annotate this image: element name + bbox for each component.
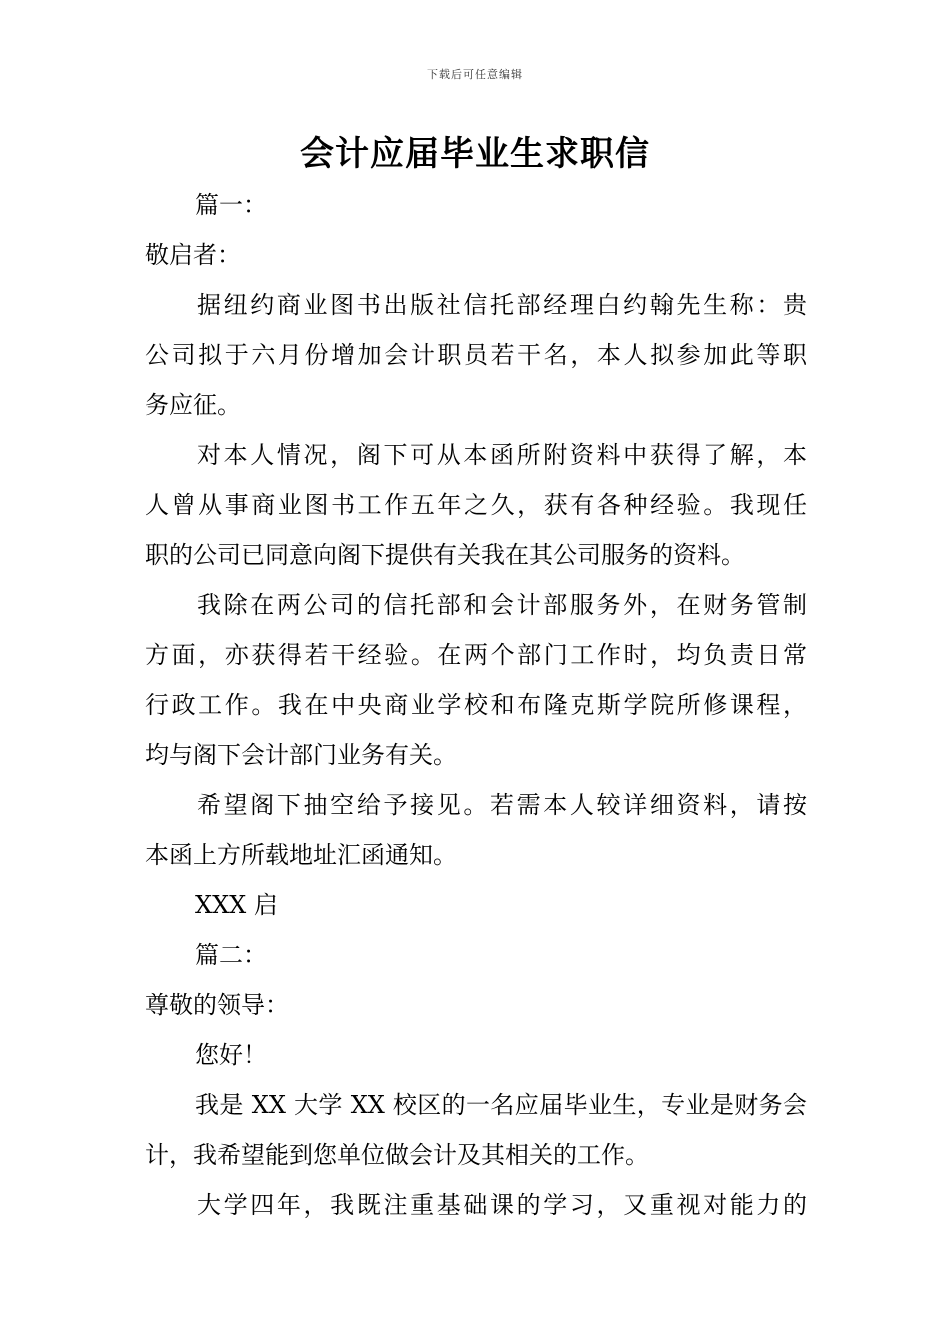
paragraph-line: 务应征。 <box>145 391 241 419</box>
letter-body <box>145 180 807 1230</box>
paragraph-line: 方面，亦获得若干经验。在两个部门工作时，均负责日常 <box>145 641 807 669</box>
signature: XXX 启 <box>195 891 278 919</box>
section-heading-1: 篇一： <box>195 191 267 219</box>
paragraph-line: 本函上方所载地址汇函通知。 <box>145 841 457 869</box>
paragraph-line: 大学四年，我既注重基础课的学习，又重视对能力的 <box>197 1191 807 1219</box>
paragraph-line: 人曾从事商业图书工作五年之久，获有各种经验。我现任 <box>145 491 807 519</box>
paragraph-line: 希望阁下抽空给予接见。若需本人较详细资料，请按 <box>197 791 807 819</box>
paragraph-line: 公司拟于六月份增加会计职员若干名，本人拟参加此等职 <box>145 341 807 369</box>
paragraph-line: 对本人情况，阁下可从本函所附资料中获得了解，本 <box>197 441 807 469</box>
paragraph-line: 计，我希望能到您单位做会计及其相关的工作。 <box>145 1141 649 1169</box>
section-heading-2: 篇二： <box>195 941 267 969</box>
paragraph-line: 职的公司已同意向阁下提供有关我在其公司服务的资料。 <box>145 541 745 569</box>
paragraph-line: 我是 XX 大学 XX 校区的一名应届毕业生，专业是财务会 <box>195 1091 807 1119</box>
paragraph-line: 行政工作。我在中央商业学校和布隆克斯学院所修课程， <box>145 691 807 719</box>
salutation-2: 尊敬的领导： <box>145 991 289 1019</box>
paragraph-line: 我除在两公司的信托部和会计部服务外，在财务管制 <box>197 591 807 619</box>
header-note: 下载后可任意编辑 <box>427 68 523 81</box>
document-title: 会计应届毕业生求职信 <box>300 134 650 174</box>
paragraph-line: 均与阁下会计部门业务有关。 <box>145 741 457 769</box>
paragraph-line: 据纽约商业图书出版社信托部经理白约翰先生称：贵 <box>197 291 807 319</box>
greeting: 您好！ <box>195 1041 267 1069</box>
salutation-1: 敬启者： <box>145 241 241 269</box>
